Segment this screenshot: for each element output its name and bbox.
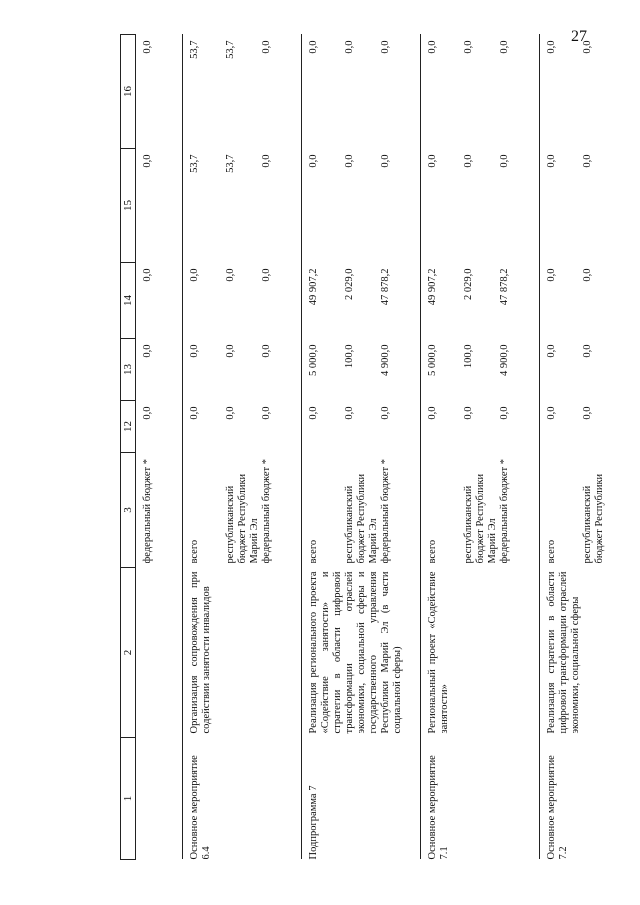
funding-source: федеральный бюджет * [142, 458, 153, 564]
amount-cell: 0,0 [344, 154, 355, 168]
amount-cell: 53,7 [189, 154, 200, 173]
amount-cell: 0,0 [546, 344, 557, 358]
value-column-12 [183, 401, 302, 453]
amount-cell: 0,0 [499, 40, 510, 54]
amount-cell: 0,0 [499, 406, 510, 420]
funding-sources [183, 453, 302, 568]
amount-cell: 0,0 [582, 40, 593, 54]
amount-cell: 0,0 [261, 268, 272, 282]
value-column-16 [183, 35, 302, 149]
amount-cell: 0,0 [427, 40, 438, 54]
row-description: Региональный проект «Содействие занятости» [421, 568, 540, 738]
table-row [302, 35, 421, 860]
table-header [121, 35, 136, 860]
amount-cell: 0,0 [261, 406, 272, 420]
funding-source: республиканский бюджет Республики Марий Эл [463, 473, 498, 564]
amount-cell: 100,0 [463, 344, 474, 369]
value-column-15 [183, 149, 302, 263]
column-header-14: 14 [121, 263, 136, 339]
value-column-14 [136, 263, 183, 339]
column-header-1: 1 [121, 738, 136, 860]
amount-cell: 0,0 [261, 344, 272, 358]
column-header-3: 3 [121, 453, 136, 568]
amount-cell: 49 907,2 [308, 268, 319, 306]
value-column-14 [540, 263, 623, 339]
value-column-12 [136, 401, 183, 453]
amount-cell: 0,0 [142, 344, 153, 358]
amount-cell: 53,7 [189, 40, 200, 59]
amount-cell: 0,0 [261, 40, 272, 54]
amount-cell: 0,0 [308, 154, 319, 168]
amount-cell: 0,0 [189, 268, 200, 282]
row-description: Реализация регионального проекта «Содействие занятости» и стратегии в области цифровой трансформации отраслей экономики, социальной сферы и государственного управления Республики Марий Эл (в части социальной сферы) [302, 568, 421, 738]
column-header-13: 13 [121, 339, 136, 401]
amount-cell: 0,0 [344, 40, 355, 54]
amount-cell: 0,0 [546, 268, 557, 282]
row-description [136, 568, 183, 738]
amount-cell: 5 000,0 [427, 344, 438, 376]
value-column-16 [540, 35, 623, 149]
funding-source: всего [546, 539, 557, 564]
column-header-15: 15 [121, 149, 136, 263]
value-column-15 [540, 149, 623, 263]
amount-cell: 0,0 [344, 406, 355, 420]
column-header-2: 2 [121, 568, 136, 738]
amount-cell: 0,0 [308, 40, 319, 54]
amount-cell: 0,0 [380, 40, 391, 54]
value-column-12 [421, 401, 540, 453]
amount-cell: 2 029,0 [463, 268, 474, 300]
value-column-14 [421, 263, 540, 339]
table-body [136, 35, 623, 860]
amount-cell: 0,0 [546, 406, 557, 420]
amount-cell: 0,0 [427, 406, 438, 420]
funding-source: всего [189, 539, 200, 564]
value-column-14 [302, 263, 421, 339]
value-column-13 [540, 339, 623, 401]
amount-cell: 0,0 [582, 406, 593, 420]
funding-sources [136, 453, 183, 568]
amount-cell: 0,0 [225, 344, 236, 358]
row-title: Подпрограмма 7 [302, 738, 421, 860]
amount-cell: 0,0 [261, 154, 272, 168]
funding-source: республиканский бюджет Республики Марий Эл [225, 473, 260, 564]
value-column-15 [421, 149, 540, 263]
amount-cell: 0,0 [582, 154, 593, 168]
funding-source: федеральный бюджет * [380, 458, 391, 564]
column-header-16: 16 [121, 35, 136, 149]
amount-cell: 100,0 [344, 344, 355, 369]
row-title: Основное мероприятие 6.4 [183, 738, 302, 860]
amount-cell: 0,0 [546, 40, 557, 54]
amount-cell: 0,0 [189, 344, 200, 358]
amount-cell: 0,0 [463, 154, 474, 168]
funding-sources [540, 453, 623, 568]
value-column-14 [183, 263, 302, 339]
amount-cell: 0,0 [308, 406, 319, 420]
amount-cell: 53,7 [225, 40, 236, 59]
table-row [540, 35, 623, 860]
value-column-16 [302, 35, 421, 149]
funding-source: федеральный бюджет * [499, 458, 510, 564]
page-number: 27 [571, 28, 587, 45]
value-column-15 [302, 149, 421, 263]
row-title: Основное мероприятие 7.1 [421, 738, 540, 860]
value-column-13 [302, 339, 421, 401]
row-description: Организация сопровождения при содействии занятости инвалидов [183, 568, 302, 738]
row-title [136, 738, 183, 860]
value-column-15 [136, 149, 183, 263]
amount-cell: 49 907,2 [427, 268, 438, 306]
table-row [183, 35, 302, 860]
amount-cell: 0,0 [463, 406, 474, 420]
amount-cell: 0,0 [142, 406, 153, 420]
amount-cell: 0,0 [142, 268, 153, 282]
value-column-12 [302, 401, 421, 453]
amount-cell: 47 878,2 [499, 268, 510, 306]
amount-cell: 0,0 [380, 154, 391, 168]
amount-cell: 0,0 [142, 40, 153, 54]
funding-source: республиканский бюджет Республики [582, 473, 605, 564]
row-description: Реализация стратегии в области цифровой трансформации отраслей экономики, социальной сферы [540, 568, 623, 738]
funding-source: всего [427, 539, 438, 564]
amount-cell: 0,0 [546, 154, 557, 168]
amount-cell: 0,0 [142, 154, 153, 168]
amount-cell: 0,0 [499, 154, 510, 168]
amount-cell: 0,0 [225, 268, 236, 282]
table-row [136, 35, 183, 860]
funding-sources [421, 453, 540, 568]
amount-cell: 4 900,0 [380, 344, 391, 376]
value-column-16 [136, 35, 183, 149]
amount-cell: 0,0 [189, 406, 200, 420]
value-column-12 [540, 401, 623, 453]
column-header-12: 12 [121, 401, 136, 453]
table-row [421, 35, 540, 860]
amount-cell: 0,0 [380, 406, 391, 420]
amount-cell: 0,0 [463, 40, 474, 54]
amount-cell: 0,0 [225, 406, 236, 420]
amount-cell: 0,0 [427, 154, 438, 168]
value-column-13 [183, 339, 302, 401]
amount-cell: 0,0 [582, 344, 593, 358]
amount-cell: 2 029,0 [344, 268, 355, 300]
value-column-13 [421, 339, 540, 401]
value-column-13 [136, 339, 183, 401]
amount-cell: 4 900,0 [499, 344, 510, 376]
amount-cell: 5 000,0 [308, 344, 319, 376]
amount-cell: 0,0 [582, 268, 593, 282]
funding-source: федеральный бюджет * [261, 458, 272, 564]
amount-cell: 47 878,2 [380, 268, 391, 306]
budget-table [120, 34, 622, 860]
funding-source: всего [308, 539, 319, 564]
funding-source: республиканский бюджет Республики Марий Эл [344, 473, 379, 564]
row-title: Основное мероприятие 7.2 [540, 738, 623, 860]
amount-cell: 53,7 [225, 154, 236, 173]
value-column-16 [421, 35, 540, 149]
funding-sources [302, 453, 421, 568]
